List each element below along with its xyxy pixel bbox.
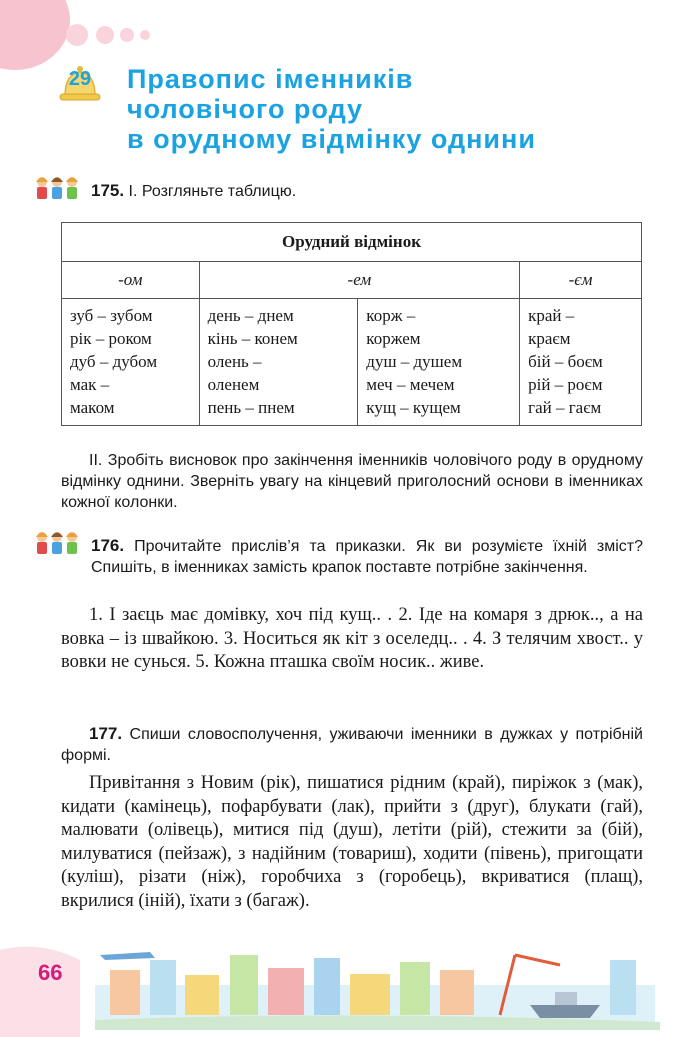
table-cell-line: краєм <box>528 329 571 348</box>
exercise-instruction: І. Розгляньте таблицю. <box>128 183 297 200</box>
table-cell-line: пень – пнем <box>207 398 295 417</box>
page-number: 66 <box>38 960 63 985</box>
table-cell-line: день – днем <box>207 306 294 325</box>
table-cell-line: олень – <box>207 352 262 371</box>
table-cell-line: корж – <box>366 306 416 325</box>
lesson-title <box>127 64 536 154</box>
table-cell-line: рік – роком <box>70 329 152 348</box>
title-line: в орудному відмінку однини <box>127 124 536 154</box>
table-cell-line: гай – гаєм <box>528 398 602 417</box>
table-cell-line: рій – роєм <box>528 375 603 394</box>
exercise-177-text: Привітання з Новим (рік), пишатися рідним (край), пиріжок з (мак), кидати (камінець), пофарбувати (лак), прийти з (друг), блукати (гай), малювати (олівець), митися під (душ), летіти (рій), стежити за (бій), милуватися (пейзаж), з надійним (товариш), ходити (півень), пригощати (куліш), різати (ніж), горобчиха з (горобець), вкриватися (плащ), вкрилися (іній), їхати з (багаж). <box>61 773 643 911</box>
exercise-number: 175. <box>91 181 125 200</box>
table-cell-line: мак – <box>70 375 110 394</box>
column-header-em: -ем <box>199 262 519 299</box>
top-decoration <box>0 0 180 70</box>
table-cell-line: зуб – зубом <box>70 306 153 325</box>
table-header: Орудний відмінок <box>62 223 642 262</box>
exercise-instruction: Спиши словосполучення, уживаючи іменники в дужках у потрібній формі. <box>61 726 643 764</box>
table-cell-line: маком <box>70 398 115 417</box>
table-cell-em-1 <box>199 299 358 426</box>
table-cell-line: оленем <box>207 375 260 394</box>
pair-work-icon <box>33 530 81 558</box>
exercise-instruction: Прочитайте прислів’я та приказки. Як ви розумієте їхній зміст? Спишіть, в іменниках замість крапок поставте потрібне закінчення. <box>91 538 643 576</box>
table-cell-om <box>62 299 200 426</box>
city-illustration <box>0 930 700 1037</box>
table-cell-line: дуб – дубом <box>70 352 158 371</box>
table-cell-line: меч – мечем <box>366 375 455 394</box>
lesson-number: 29 <box>68 68 92 90</box>
table-cell-line: кінь – конем <box>207 329 298 348</box>
table-cell-line: бій – боєм <box>528 352 603 371</box>
table-cell-em-2 <box>358 299 520 426</box>
instrumental-case-table <box>61 222 642 426</box>
table-cell-line: край – <box>528 306 575 325</box>
pair-work-icon <box>33 175 81 203</box>
exercise-176-text: 1. І заєць має домівку, хоч під кущ.. . 2. Іде на комаря з дрюк.., а на вовка – із швайкою. 3. Носиться як кіт з оселедц.. . 4. З телячим хвост.. у вовки не сунься. 5. Кожна пташка своїм носик.. живе. <box>61 605 643 672</box>
exercise-175-part2: ІІ. Зробіть висновок про закінчення іменників чоловічого роду в орудному відмінку однини. Зверніть увагу на кінцевий приголосний основи в іменниках кожної колонки. <box>61 452 643 511</box>
exercise-175-header <box>91 180 296 202</box>
title-line: Правопис іменників <box>127 64 414 94</box>
exercise-177-header <box>61 723 643 766</box>
title-line: чоловічого роду <box>127 94 364 124</box>
table-cell-line: душ – душем <box>366 352 463 371</box>
column-header-om: -ом <box>62 262 200 299</box>
column-header-yem: -єм <box>520 262 642 299</box>
exercise-176-header <box>91 535 643 578</box>
exercise-number: 176. <box>91 536 125 555</box>
table-cell-line: кущ – кущем <box>366 398 461 417</box>
table-cell-yem <box>520 299 642 426</box>
table-cell-line: коржем <box>366 329 421 348</box>
exercise-number: 177. <box>89 724 123 743</box>
